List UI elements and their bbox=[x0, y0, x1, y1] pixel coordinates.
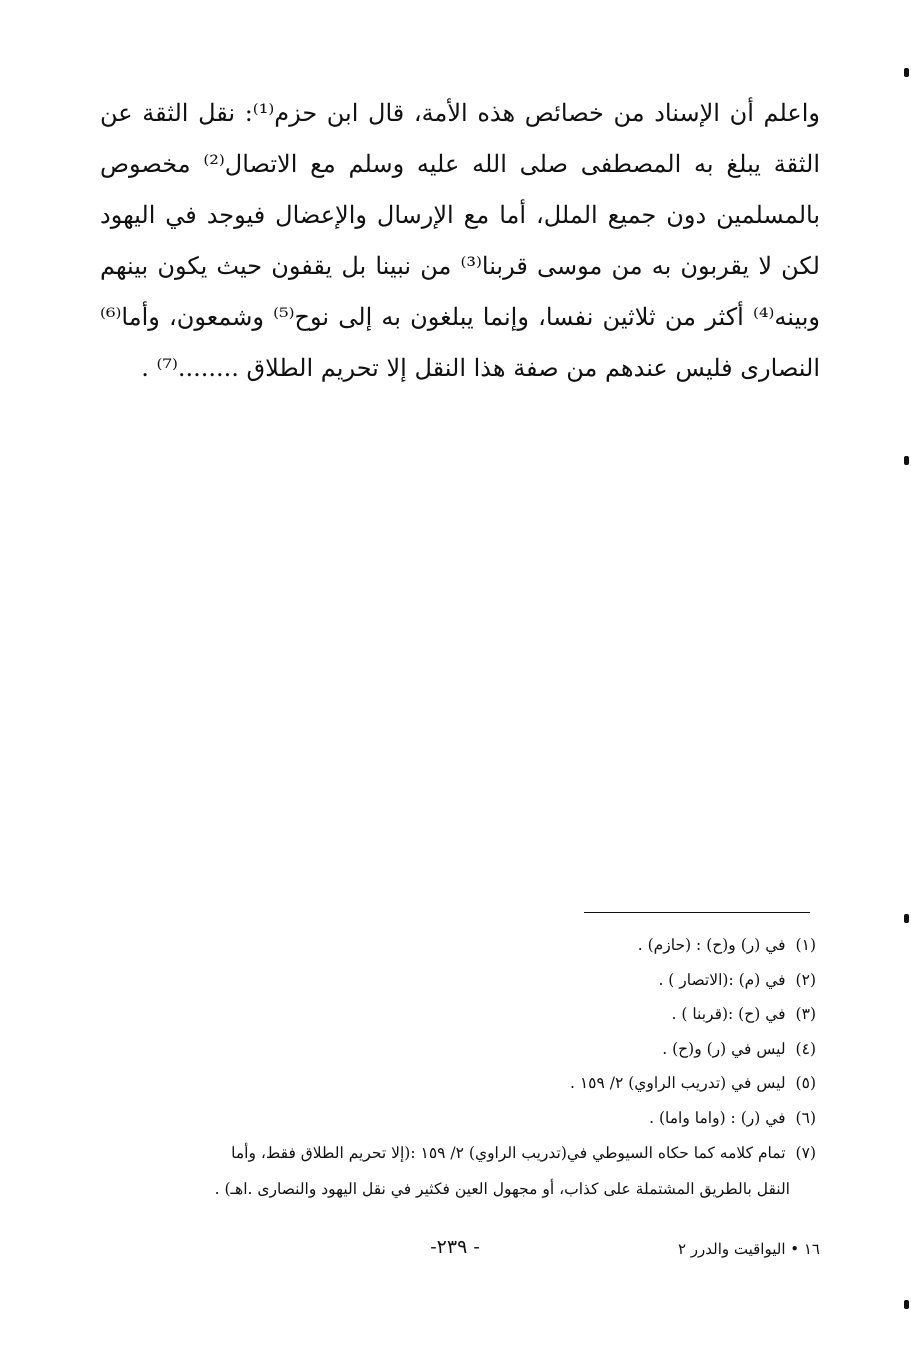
footnote-number: (٤) bbox=[795, 1039, 816, 1058]
footnote-separator bbox=[584, 912, 810, 913]
footnote-number: (٧) bbox=[795, 1144, 816, 1162]
footnote-text: ليس في (تدريب الراوي) ٢/ ١٥٩ . bbox=[569, 1074, 786, 1092]
footnote-6 bbox=[100, 1101, 816, 1136]
signature-mark: ١٦ • اليواقيت والدرر ٢ bbox=[677, 1240, 820, 1258]
footnote-text: في (ح) :(قربنا ) . bbox=[671, 1005, 786, 1023]
edge-mark bbox=[904, 456, 909, 465]
footnote-2 bbox=[100, 963, 816, 998]
footnote-text: ليس في (ر) و(ح) . bbox=[662, 1039, 786, 1058]
footnote-5 bbox=[100, 1066, 816, 1101]
footnote-7 bbox=[100, 1135, 816, 1207]
footnote-1 bbox=[100, 928, 816, 963]
footnotes-list bbox=[100, 928, 816, 1207]
footnote-text: في (ر) و(ح) : (حازم) . bbox=[637, 936, 786, 954]
edge-mark bbox=[904, 68, 909, 77]
footnote-3 bbox=[100, 997, 816, 1032]
footnote-number: (٢) bbox=[795, 970, 816, 989]
footnote-text: في (م) :(الاتصار ) . bbox=[658, 970, 786, 989]
footnote-number: (٣) bbox=[795, 1005, 816, 1023]
main-text-block bbox=[100, 88, 820, 394]
footnote-number: (٥) bbox=[795, 1074, 816, 1092]
page-number: - ٢٣٩- bbox=[430, 1236, 480, 1258]
footnote-text: في (ر) : (واما واما) . bbox=[649, 1108, 786, 1127]
main-paragraph: واعلم أن الإسناد من خصائص هذه الأمة، قال ابن حزم⁽¹⁾: نقل الثقة عن الثقة يبلغ به المصطفى صلى الله عليه وسلم مع الاتصال⁽²⁾ مخصوص بالمسلمين دون جميع الملل، أما مع الإرسال والإعضال فيوجد في اليهود لكن لا يقربون به من موسى قربنا⁽³⁾ من نبينا بل يقفون حيث يكون بينهم وبينه⁽⁴⁾ أكثر من ثلاثين نفسا، وإنما يبلغون به إلى نوح⁽⁵⁾ وشمعون، وأما⁽⁶⁾ النصارى فليس عندهم من صفة هذا النقل إلا تحريم الطلاق ........⁽⁷⁾ . bbox=[100, 99, 820, 382]
footnote-4 bbox=[100, 1032, 816, 1067]
footnote-text: تمام كلامه كما حكاه السيوطي في(تدريب الراوي) ٢/ ١٥٩ :(إلا تحريم الطلاق فقط، وأما bbox=[231, 1144, 786, 1162]
footnote-number: (١) bbox=[795, 936, 816, 954]
footnote-text-continuation: النقل بالطريق المشتملة على كذاب، أو مجهول العين فكثير في نقل اليهود والنصارى .اهـ) . bbox=[214, 1180, 790, 1198]
edge-mark bbox=[904, 1300, 909, 1309]
edge-mark bbox=[904, 914, 909, 923]
footnote-number: (٦) bbox=[795, 1108, 816, 1127]
